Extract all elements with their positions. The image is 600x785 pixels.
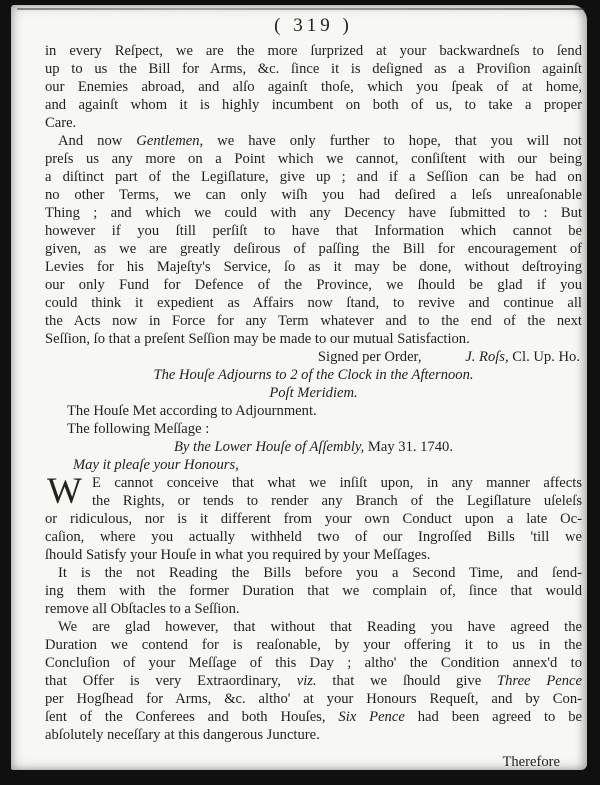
plain-text: ſhould Satisfy your Houſe in what you required by your Meſſages. xyxy=(45,547,431,563)
plain-text: Thing ; and which we could with any Decency have ſubmitted to : But xyxy=(45,205,582,221)
plain-text: The Houſe Met according to Adjournment. xyxy=(67,403,317,419)
text-line xyxy=(45,636,582,654)
plain-text: in every Reſpect, we are the more ſurprized at your backwardneſs to ſend xyxy=(45,43,582,59)
plain-text: that we ſhould give xyxy=(316,673,498,689)
text-line xyxy=(45,132,582,150)
italic-text: Six Pence xyxy=(338,709,405,725)
italic-text: J. Roſs, xyxy=(465,349,509,365)
text-line xyxy=(45,204,582,222)
text-line xyxy=(45,42,582,60)
following-message-line xyxy=(45,420,582,438)
para-reading xyxy=(45,564,582,618)
italic-text: By the Lower Houſe of Aſſembly, xyxy=(173,439,365,455)
adjourn-line xyxy=(45,366,582,384)
plain-text: Concluſion of your Meſſage of this Day ; altho' the Condition annex'd to xyxy=(45,655,582,671)
document-body xyxy=(45,42,582,771)
plain-text: the Rights, or tends to render any Branch of the Legiſlature uſeleſs xyxy=(92,493,582,509)
text-line xyxy=(45,276,582,294)
text-line xyxy=(45,312,582,330)
plain-text: our only Fund for Defence of the Province, we ſhould be glad if you xyxy=(45,277,582,293)
plain-text: could think it expedient as Affairs now ſtand, to revive and continue all xyxy=(45,295,582,311)
salutation-line xyxy=(45,456,582,474)
italic-text: viz. xyxy=(296,673,317,689)
text-line xyxy=(45,168,582,186)
text-line xyxy=(45,294,582,312)
text-line xyxy=(45,690,582,708)
plain-text: no other Terms, we can only wiſh you had deſired a leſs unreaſonable xyxy=(45,187,582,203)
plain-text: we have only further to hope, that you will not xyxy=(203,133,582,149)
text-line xyxy=(45,96,582,114)
catchword xyxy=(45,753,582,771)
italic-text: Poſt Meridiem. xyxy=(269,385,358,401)
plain-text: Duration we contend for is reaſonable, by your offering it to us in the xyxy=(45,637,582,653)
para-gentlemen xyxy=(45,132,582,348)
text-line xyxy=(45,222,582,240)
text-line xyxy=(45,150,582,168)
plain-text: our Enemies abroad, and alſo againſt thoſe, which you ſpeak of at home, xyxy=(45,79,582,95)
plain-text: however if you ſtill perſiſt to have that Information which cannot be xyxy=(45,223,582,239)
plain-text: remove all Obſtacles to a Seſſion. xyxy=(45,601,240,617)
italic-text: May it pleaſe your Honours, xyxy=(73,457,239,473)
text-line xyxy=(45,672,582,690)
italic-text: The Houſe Adjourns to 2 of the Clock in the Afternoon. xyxy=(153,367,474,383)
plain-text: ing them with the former Duration that we complain of, ſince that would xyxy=(45,583,582,599)
text-line xyxy=(45,708,582,726)
plain-text: Therefore xyxy=(502,754,560,770)
document-page xyxy=(11,5,587,770)
plain-text: The following Meſſage : xyxy=(67,421,210,437)
plain-text: E cannot conceive that what we inſiſt upon, in any manner affects xyxy=(92,475,582,491)
text-line xyxy=(45,78,582,96)
text-line xyxy=(45,618,582,636)
plain-text: Levies for his Majeſty's Service, ſo as it may be done, without deſtroying xyxy=(45,259,582,275)
text-line xyxy=(45,240,582,258)
text-line xyxy=(45,546,582,564)
plain-text: And now xyxy=(58,133,137,149)
house-met-line xyxy=(45,402,582,420)
plain-text: the Acts now in Force for any Term whatever and to the end of the next xyxy=(45,313,582,329)
text-line xyxy=(45,582,582,600)
text-line xyxy=(45,654,582,672)
plain-text: per Hogſhead for Arms, &c. altho' at your Honours Requeſt, and by Con- xyxy=(45,691,582,707)
text-line xyxy=(45,726,582,744)
text-line xyxy=(45,564,582,582)
plain-text: caſion, where you actually withheld two of our Ingroſſed Bills 'till we xyxy=(45,529,582,545)
plain-text: Care. xyxy=(45,115,77,131)
text-line xyxy=(45,510,582,528)
plain-text: May 31. 1740. xyxy=(364,439,453,455)
italic-text: Gentlemen, xyxy=(136,133,204,149)
plain-text: a diſtinct part of the Legiſlature, give up ; and if a Seſſion can be had on xyxy=(45,169,582,185)
text-line xyxy=(45,258,582,276)
para-surprized xyxy=(45,42,582,132)
plain-text: Seſſion, ſo that a preſent Seſſion may be made to our mutual Satisfaction. xyxy=(45,331,470,347)
post-meridiem-line xyxy=(45,384,582,402)
signed-line xyxy=(45,348,582,366)
plain-text: Signed per Order, xyxy=(317,349,466,365)
plain-text: Cl. Up. Ho. xyxy=(508,349,580,365)
text-line xyxy=(45,492,582,510)
para-glad xyxy=(45,618,582,744)
plain-text: given, as we are greatly deſirous of paſſing the Bill for encouragement of xyxy=(45,241,582,257)
text-line xyxy=(45,528,582,546)
plain-text: that Offer is very Extraordinary, xyxy=(45,673,297,689)
page-number: ( 319 ) xyxy=(274,15,353,36)
plain-text: abſolutely neceſſary at this dangerous Juncture. xyxy=(45,727,320,743)
drop-cap-letter: W xyxy=(47,471,82,512)
text-line xyxy=(45,330,582,348)
plain-text: preſs us any more on a Point which we cannot, conſiſtent with our being xyxy=(45,151,582,167)
page-content xyxy=(45,15,583,770)
plain-text: and againſt whom it is highly incumbent on both of us, to take a proper xyxy=(45,97,582,113)
plain-text: had been agreed to be xyxy=(404,709,583,725)
text-line xyxy=(45,600,582,618)
plain-text: It is the not Reading the Bills before you a Second Time, and ſend- xyxy=(58,565,582,581)
italic-text: Three Pence xyxy=(497,673,582,689)
plain-text: or ridiculous, nor is it different from your own Conduct upon a late Oc- xyxy=(45,511,582,527)
text-line xyxy=(45,60,582,78)
plain-text: ſent of the Conferees and both Houſes, xyxy=(45,709,339,725)
by-lower-house-line xyxy=(45,438,582,456)
text-line xyxy=(45,474,582,492)
plain-text: We are glad however, that without that Reading you have agreed the xyxy=(58,619,582,635)
text-line xyxy=(45,186,582,204)
text-line xyxy=(45,114,582,132)
plain-text: up to us the Bill for Arms, &c. ſince it is deſigned as a Proviſion againſt xyxy=(45,61,582,77)
para-we-cannot xyxy=(45,471,582,564)
